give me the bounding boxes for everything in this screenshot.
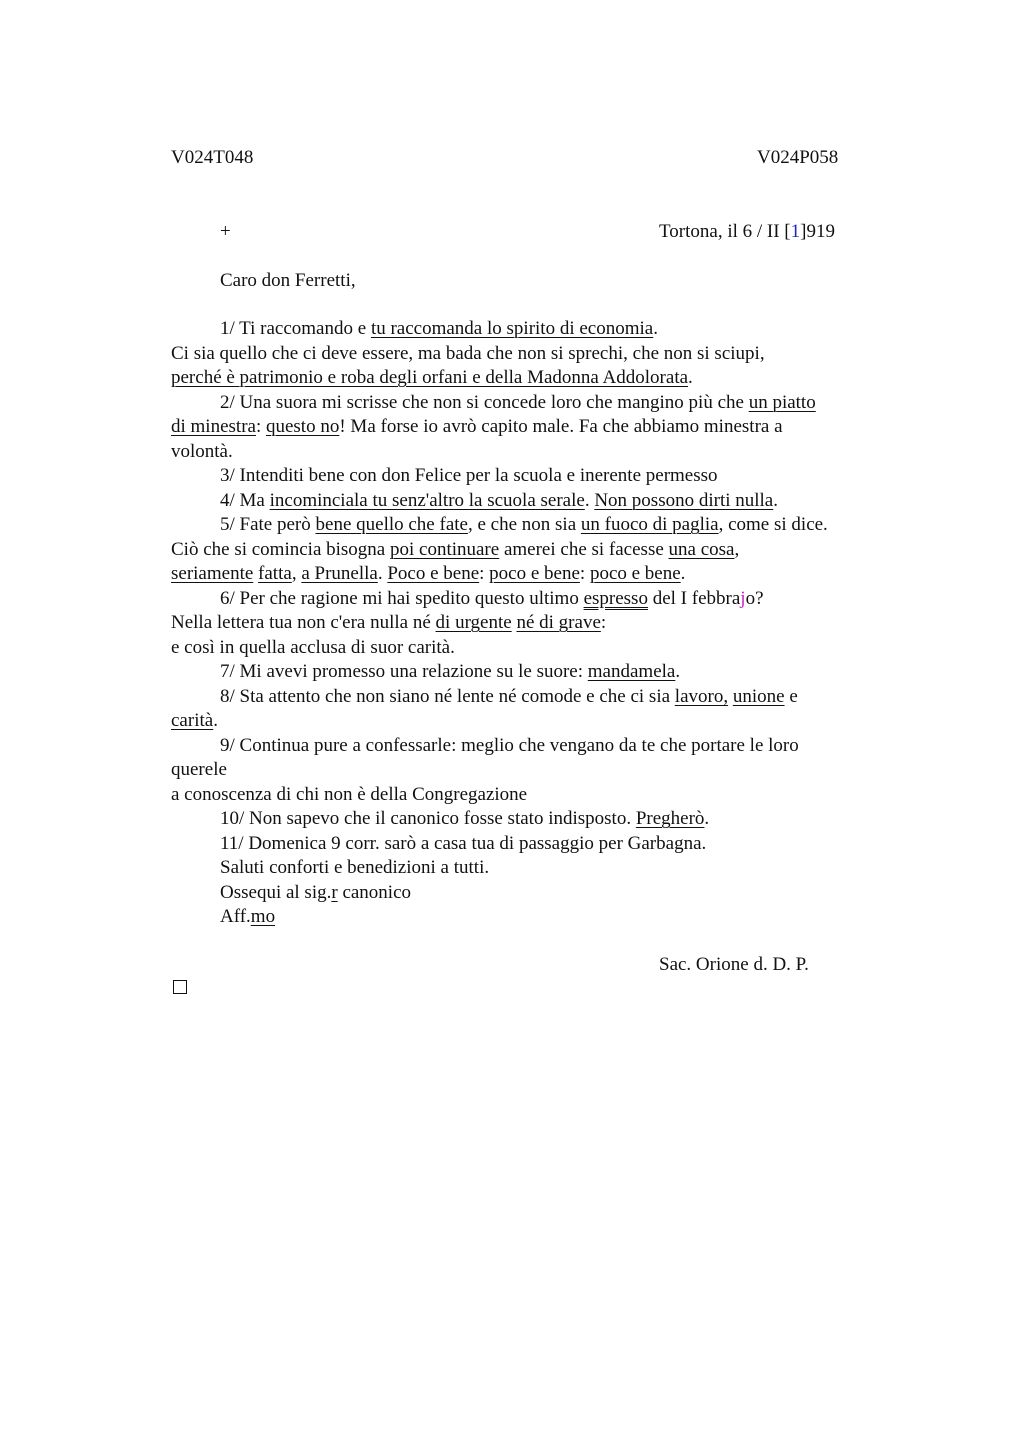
body-line: [171, 660, 891, 685]
underlined-text: tu raccomanda lo spirito di economia: [370, 318, 654, 339]
date-suffix: ]919: [800, 221, 835, 242]
body-line: [171, 366, 891, 391]
letter-date: [659, 220, 835, 245]
underlined-text: r: [331, 881, 338, 903]
body-line: [171, 734, 891, 759]
text: ,: [291, 563, 302, 584]
signature: Sac. Orione d. D. P.: [659, 954, 809, 975]
text: e: [784, 685, 798, 707]
text: 3/ Intenditi bene con don Felice per la scuola e inerente permesso: [220, 465, 718, 486]
body-line: [171, 538, 891, 563]
underlined-text: mandamela: [587, 661, 676, 682]
text: 6/ Per che ragione mi hai spedito questo ultimo: [220, 587, 584, 609]
underlined-text: unione: [732, 685, 785, 707]
letter-body: [171, 317, 891, 930]
body-line: [171, 440, 891, 465]
text: canonico: [337, 881, 412, 903]
underlined-text: poi continuare: [389, 538, 500, 560]
text: .: [213, 710, 218, 731]
body-line: [171, 317, 891, 342]
underlined-text: questo no: [265, 416, 340, 437]
underlined-text: mo: [250, 906, 276, 927]
text: 1/ Ti raccomando e: [220, 318, 371, 339]
text: .: [773, 489, 778, 511]
checkbox-square-icon: [173, 980, 187, 994]
body-line: [171, 342, 891, 367]
underlined-text: fatta: [258, 563, 292, 584]
body-line: [171, 709, 891, 734]
text: 5/ Fate però: [220, 514, 316, 535]
highlighted-letter: j: [740, 587, 746, 609]
underlined-text: un piatto: [748, 391, 816, 413]
text: , e che non sia: [467, 514, 581, 535]
text: 2/ Una suora mi scrisse che non si concede loro che mangino più che: [220, 391, 749, 413]
text: .: [680, 563, 686, 584]
text: :: [255, 416, 266, 437]
underlined-text: poco e bene: [589, 563, 681, 584]
underlined-text: incominciala tu senz'altro la scuola serale: [269, 489, 585, 511]
text: ,: [734, 538, 740, 560]
underlined-text: poco e bene: [489, 563, 580, 584]
document-code-right: V024P058: [757, 147, 839, 168]
text: 8/ Sta attento che non siano né lente né comode e che ci sia: [220, 685, 675, 707]
date-prefix: Tortona, il 6 / II [: [659, 221, 791, 242]
body-line: [171, 513, 891, 538]
body-line: [171, 636, 891, 661]
body-line: [171, 881, 891, 906]
body-line: [171, 832, 891, 857]
body-line: [171, 489, 891, 514]
body-line: [171, 391, 891, 416]
underlined-text: lavoro,: [674, 685, 729, 707]
text: 10/ Non sapevo che il canonico fosse stato indisposto.: [220, 808, 636, 829]
text: 9/ Continua pure a confessarle: meglio che vengano da te che portare le loro: [220, 734, 799, 756]
text: :: [600, 612, 607, 633]
text: .: [653, 318, 658, 339]
underlined-text: Pregherò: [635, 808, 705, 829]
underlined-text: un fuoco di paglia: [580, 514, 719, 535]
underlined-text: Non possono dirti nulla: [594, 489, 774, 511]
text: a conoscenza di chi non è della Congregazione: [171, 783, 528, 805]
text: :: [479, 563, 490, 584]
text: Nella lettera tua non c'era nulla né: [171, 612, 436, 633]
underlined-text: a Prunella: [301, 563, 378, 584]
underlined-text: né di grave: [516, 612, 601, 633]
underlined-text: di urgente: [435, 612, 512, 633]
text: , come si dice.: [718, 514, 828, 535]
text: .: [377, 563, 388, 584]
body-line: [171, 905, 891, 930]
text: o?: [745, 587, 764, 609]
text: Ci sia quello che ci deve essere, ma bada che non si sprechi, che non si sciupi,: [171, 342, 765, 364]
body-line: [171, 562, 891, 587]
text: .: [675, 661, 681, 682]
body-line: [171, 758, 891, 783]
text: querele: [171, 759, 227, 780]
double-underlined-text: espresso: [583, 587, 648, 609]
underlined-text: perché è patrimonio e roba degli orfani e della Madonna Addolorata: [171, 367, 689, 388]
underlined-text: di minestra: [171, 416, 256, 437]
document-code-left: V024T048: [171, 147, 254, 168]
body-line: [171, 783, 891, 808]
underlined-text: seriamente: [171, 563, 254, 584]
text: .: [704, 808, 710, 829]
text: :: [579, 563, 590, 584]
body-line: [171, 807, 891, 832]
body-line: [171, 587, 891, 612]
text: 4/ Ma: [220, 489, 270, 511]
text: Saluti conforti e benedizioni a tutti.: [220, 857, 490, 878]
body-line: [171, 856, 891, 881]
text: del I febbra: [647, 587, 741, 609]
underlined-text: bene quello che fate: [315, 514, 468, 535]
underlined-text: una cosa: [668, 538, 735, 560]
body-line: [171, 415, 891, 440]
body-line: [171, 611, 891, 636]
text: volontà.: [171, 440, 233, 462]
underlined-text: Poco e bene: [387, 563, 480, 584]
text: Ciò che si comincia bisogna: [171, 538, 390, 560]
text: .: [688, 367, 693, 388]
text: Ossequi al sig.: [220, 881, 332, 903]
text: Aff.: [220, 906, 251, 927]
cross-mark: +: [220, 221, 231, 242]
text: e così in quella acclusa di suor carità.: [171, 636, 455, 658]
text: 11/ Domenica 9 corr. sarò a casa tua di passaggio per Garbagna.: [220, 832, 707, 854]
body-line: [171, 685, 891, 710]
date-bracket-digit: 1: [790, 221, 801, 242]
underlined-text: carità: [171, 710, 214, 731]
text: amerei che si facesse: [499, 538, 669, 560]
text: .: [584, 489, 595, 511]
body-line: [171, 464, 891, 489]
text: 7/ Mi avevi promesso una relazione su le suore:: [220, 661, 588, 682]
text: ! Ma forse io avrò capito male. Fa che abbiamo minestra a: [339, 416, 783, 437]
salutation: Caro don Ferretti,: [220, 270, 356, 291]
